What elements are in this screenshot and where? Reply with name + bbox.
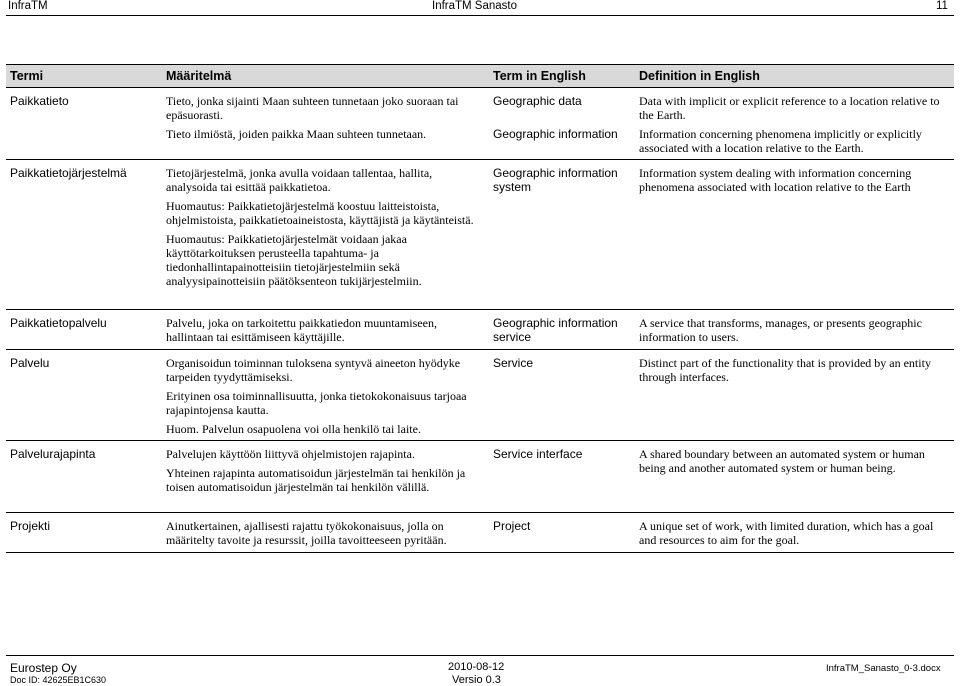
- definition-paragraph: Palvelujen käyttöön liittyvä ohjelmistojen rajapinta.: [166, 447, 415, 461]
- definition-cell: [162, 310, 489, 350]
- definition-cell: [162, 441, 489, 513]
- term-cell: Paikkatietojärjestelmä: [6, 160, 162, 310]
- definition-paragraph: Tieto ilmiöstä, joiden paikka Maan suhteen tunnetaan.: [166, 127, 427, 141]
- definition-paragraph: Huom. Palvelun osapuolena voi olla henkilö tai laite.: [166, 422, 421, 436]
- definition-paragraph: Huomautus: Paikkatietojärjestelmät voidaan jakaa käyttötarkoituksen perusteella tapahtuma- ja tiedonhallintapainotteisiin tietojärjestelmiin sekä analyysipainotteisiin päätöksenteon tukijärjestelmiin.: [166, 232, 422, 288]
- english-definition-cell: [635, 160, 954, 310]
- english-term: Project: [493, 519, 531, 533]
- definition-paragraph: Tieto, jonka sijainti Maan suhteen tunnetaan joko suoraan tai epäsuorasti.: [166, 94, 459, 122]
- definition-paragraph: Erityinen osa toiminnallisuutta, jonka tietokokonaisuus tarjoaa rajapintojensa kautta.: [166, 389, 467, 417]
- definition-paragraph: Ainutkertainen, ajallisesti rajattu työkokonaisuus, jolla on määritelty tavoite ja resurssit, joilla tavoitteeseen pyritään.: [166, 519, 447, 547]
- definition-cell: [162, 88, 489, 160]
- footer-doc-id: Doc ID: 42625EB1C630: [10, 675, 107, 685]
- english-definition-cell: [635, 441, 954, 513]
- english-definition-cell: [635, 310, 954, 350]
- definition-paragraph: Tietojärjestelmä, jonka avulla voidaan tallentaa, hallita, analysoida tai esittää paikkatietoa.: [166, 166, 433, 194]
- english-definition: A shared boundary between an automated system or human being and another automated system or human being.: [639, 447, 925, 475]
- term-cell: Projekti: [6, 513, 162, 553]
- page-header: [0, 0, 960, 14]
- footer-date: 2010-08-12: [448, 661, 505, 673]
- english-term-cell: [489, 441, 635, 513]
- english-definition: Information system dealing with information concerning phenomena associated with location relative to the Earth: [639, 166, 912, 194]
- column-header-term-english: Term in English: [489, 65, 635, 88]
- header-center: InfraTM Sanasto: [432, 0, 518, 12]
- footer-rule: [6, 655, 954, 656]
- footer-version: Versio 0.3: [452, 674, 501, 686]
- term-cell: Paikkatietopalvelu: [6, 310, 162, 350]
- header-page-number: 11: [936, 0, 948, 12]
- english-definition: A service that transforms, manages, or presents geographic information to users.: [639, 316, 922, 344]
- footer-company: Eurostep Oy: [10, 661, 77, 675]
- english-definition: Data with implicit or explicit reference to a location relative to the Earth.: [639, 94, 940, 122]
- header-left: InfraTM: [8, 0, 48, 12]
- english-term: Geographic information: [493, 127, 618, 141]
- term-cell: Palvelurajapinta: [6, 441, 162, 513]
- english-term-cell: [489, 513, 635, 553]
- definition-cell: [162, 350, 489, 441]
- definition-paragraph: Huomautus: Paikkatietojärjestelmä koostuu laitteistoista, ohjelmistoista, paikkatietoaineistosta, käyttäjistä ja käytänteistä.: [166, 199, 474, 227]
- column-header-definition-english: Definition in English: [635, 65, 954, 88]
- column-header-term: Termi: [6, 65, 162, 88]
- english-definition: Information concerning phenomena implicitly or explicitly associated with a location relative to the Earth.: [639, 127, 922, 155]
- definition-paragraph: Organisoidun toiminnan tuloksena syntyvä aineeton hyödyke tarpeiden tyydyttämiseksi.: [166, 356, 461, 384]
- footer-filename: InfraTM_Sanasto_0-3.docx: [826, 663, 941, 674]
- table-row: [6, 310, 954, 350]
- definition-paragraph: Palvelu, joka on tarkoitettu paikkatiedon muuntamiseen, hallintaan tai esittämiseen käyttäjille.: [166, 316, 437, 344]
- english-term: Geographic information system: [493, 166, 618, 194]
- table-row: [6, 513, 954, 553]
- table-header-row: [6, 65, 954, 88]
- table-row: [6, 350, 954, 441]
- definition-paragraph: Yhteinen rajapinta automatisoidun järjestelmän tai henkilön ja toisen automatisoidun järjestelmän tai henkilön välillä.: [166, 466, 466, 494]
- glossary-table: [6, 64, 954, 553]
- header-rule: [6, 15, 954, 16]
- english-definition: Distinct part of the functionality that is provided by an entity through interfaces.: [639, 356, 931, 384]
- english-definition-cell: [635, 513, 954, 553]
- english-term: Geographic data: [493, 94, 582, 108]
- english-definition-cell: [635, 88, 954, 160]
- english-term-cell: [489, 350, 635, 441]
- english-term-cell: [489, 310, 635, 350]
- english-term-cell: [489, 160, 635, 310]
- english-term: Service: [493, 356, 534, 370]
- english-definition: A unique set of work, with limited duration, which has a goal and resources to aim for the goal.: [639, 519, 934, 547]
- definition-cell: [162, 160, 489, 310]
- column-header-definition: Määritelmä: [162, 65, 489, 88]
- term-cell: Palvelu: [6, 350, 162, 441]
- english-term: Service interface: [493, 447, 583, 461]
- english-term-cell: [489, 88, 635, 160]
- english-term: Geographic information service: [493, 316, 618, 344]
- english-definition-cell: [635, 350, 954, 441]
- table-row: [6, 441, 954, 513]
- table-row: [6, 88, 954, 160]
- definition-cell: [162, 513, 489, 553]
- table-row: [6, 160, 954, 310]
- term-cell: Paikkatieto: [6, 88, 162, 160]
